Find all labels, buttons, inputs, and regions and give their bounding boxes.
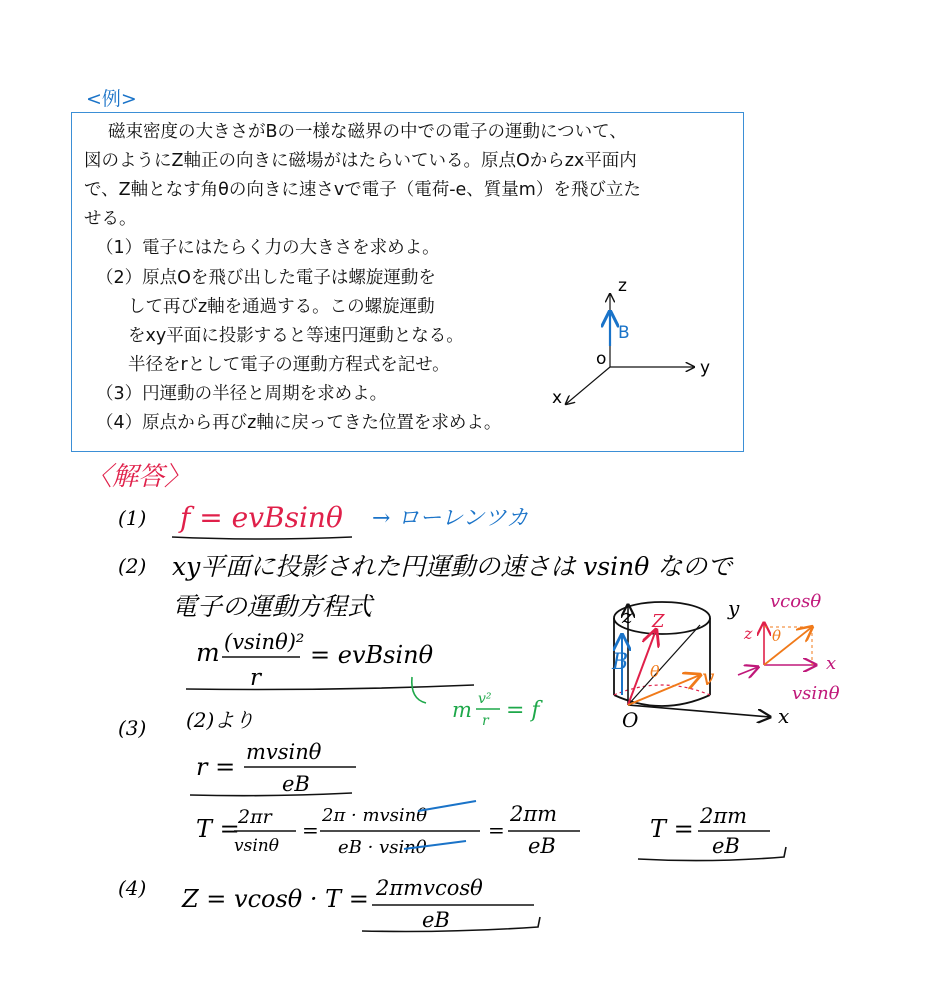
origin-label: o (596, 349, 607, 369)
answer-2-aside-denominator: r (482, 713, 489, 729)
answer-3-r-denominator: eB (282, 772, 310, 796)
decomp-x-label: x (826, 653, 837, 674)
problem-intro-line-2: 図のようにZ軸正の向きに磁場がはたらいている。原点Oからzx平面内 (84, 151, 637, 171)
answer-3-r-numerator: mvsinθ (246, 740, 322, 764)
sketch-v-label: v (702, 666, 715, 691)
decomp-theta-label: θ (772, 627, 782, 645)
answer-3-T3-denominator: eB (528, 834, 556, 858)
answer-3-T1-denominator: vsinθ (234, 836, 279, 856)
answer-2-aside-numerator: v² (478, 691, 492, 707)
answer-3-boxed-numerator: 2πm (700, 804, 748, 828)
answer-1-note: → ローレンツカ (372, 506, 529, 531)
sketch-B-label: B (612, 650, 629, 675)
helix-cylinder-sketch (611, 596, 789, 732)
b-field-label: B (618, 323, 630, 343)
answer-3-T-left: T = (196, 815, 240, 843)
answer-title: 〈解答〉 (86, 462, 191, 492)
answer-2-line-2: 電子の運動方程式 (172, 592, 373, 621)
answer-4-left: Z = vcosθ · T = (182, 885, 369, 913)
question-3: （3）円運動の半径と周期を求めよ。 (96, 384, 388, 404)
sketch-z-label: z (622, 604, 633, 628)
x-axis (566, 367, 610, 404)
sketch-theta-label: θ (650, 662, 660, 681)
answer-3-boxed-denominator: eB (712, 834, 740, 858)
answer-3-boxed-T-left: T = (650, 815, 694, 843)
sketch-x-label: x (778, 704, 790, 728)
answer-2-aside-rest: = f (506, 698, 540, 723)
question-2-line-4: 半径をrとして電子の運動方程式を記せ。 (128, 355, 450, 375)
answer-2-eq-numerator: (vsinθ)² (224, 630, 305, 654)
answer-1-label: (1) (118, 506, 147, 530)
answer-1-underline (172, 537, 352, 539)
problem-intro-line-3: で、Z軸となす角θの向きに速さvで電子（電荷-e、質量m）を飛び立た (84, 180, 641, 200)
answer-3-eq-1: = (302, 818, 319, 842)
handwritten-answer (0, 455, 938, 975)
answer-1-formula: f = evBsinθ (180, 501, 343, 534)
answer-3-T1-numerator: 2πr (238, 806, 272, 828)
answer-3-T2-denominator: eB · vsinθ (338, 837, 427, 858)
answer-4-label: (4) (118, 876, 147, 900)
question-2-line-2: して再びz軸を通過する。この螺旋運動 (128, 297, 435, 317)
sketch-Z-label: Z (652, 611, 665, 632)
answer-2-underline (186, 685, 474, 690)
answer-2-eq-denominator: r (250, 665, 261, 691)
vcos-label: vcosθ (770, 591, 822, 612)
problem-intro-line-4: せる。 (84, 209, 137, 229)
y-axis-label: y (700, 358, 711, 378)
decomp-z-label: z (744, 624, 753, 643)
vsin-label: vsinθ (792, 683, 840, 704)
answer-3-eq-2: = (488, 818, 505, 842)
answer-3-T3-numerator: 2πm (510, 802, 558, 826)
sketch-origin-label: O (622, 708, 639, 732)
answer-2-eq-right: = evBsinθ (310, 641, 434, 669)
answer-2-aside-arrow (412, 677, 426, 703)
coordinate-axes-diagram (548, 272, 728, 417)
z-axis-label: z (618, 276, 627, 296)
velocity-decomposition-sketch (743, 591, 840, 704)
answer-4-numerator: 2πmvcosθ (376, 876, 483, 900)
answer-4-denominator: eB (422, 908, 450, 932)
answer-2-eq-m: m (196, 638, 220, 667)
answer-3-r-left: r = (196, 753, 236, 781)
question-1: （1）電子にはたらく力の大きさを求めよ。 (96, 238, 440, 258)
example-label: <例> (86, 88, 137, 110)
answer-2-aside-m: m (452, 698, 472, 722)
answer-2-line-1: xy平面に投影された円運動の速さは vsinθ なので (172, 552, 733, 581)
answer-2-label: (2) (118, 554, 147, 578)
x-axis-label: x (552, 388, 563, 408)
answer-4-underline (362, 917, 540, 932)
question-4: （4）原点から再びz軸に戻ってきた位置を求めよ。 (96, 413, 502, 433)
answer-3-label: (3) (118, 716, 147, 740)
problem-intro-line-1: 磁束密度の大きさがBの一様な磁界の中での電子の運動について、 (108, 122, 627, 142)
sketch-y-label: y (728, 596, 740, 620)
answer-3-r-underline (190, 793, 352, 796)
question-2-line-3: をxy平面に投影すると等速円運動となる。 (128, 326, 464, 346)
answer-3-from: (2)より (186, 708, 255, 732)
answer-3-T2-numerator: 2π · mvsinθ (322, 805, 428, 826)
question-2-line-1: （2）原点Oを飛び出した電子は螺旋運動を (96, 268, 436, 288)
